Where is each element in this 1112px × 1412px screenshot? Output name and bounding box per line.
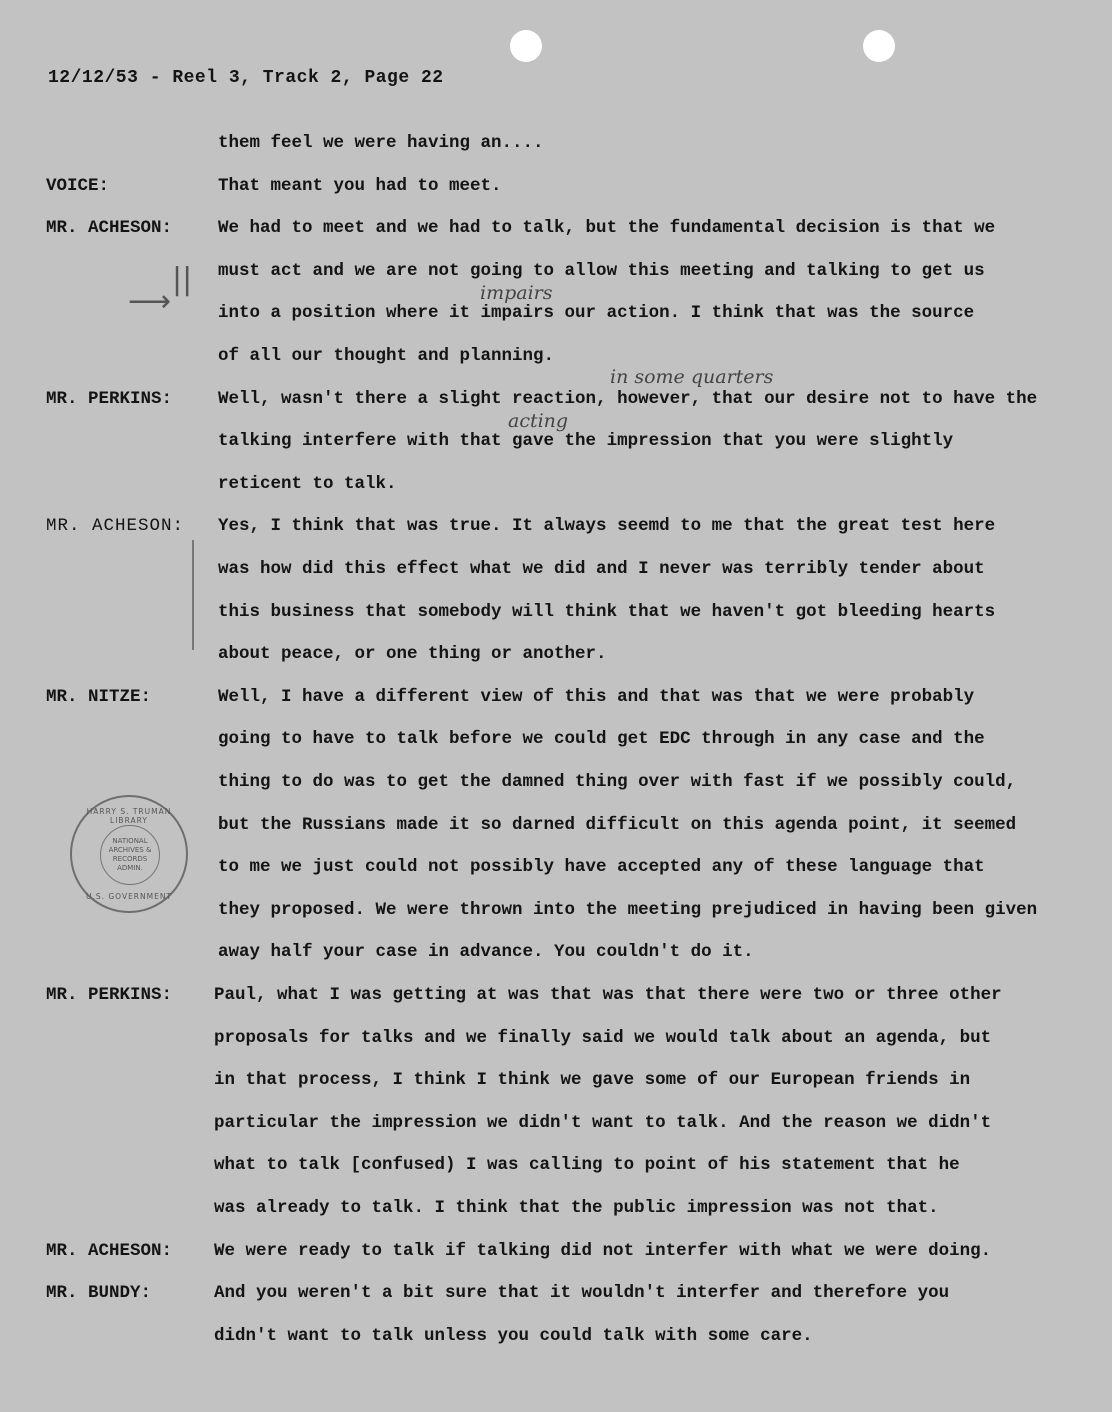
- line-text: And you weren't a bit sure that it wouldn't interfer and therefore you: [214, 1283, 950, 1304]
- line-text: to me we just could not possibly have accepted any of these language that: [218, 857, 985, 878]
- line-text: thing to do was to get the damned thing over with fast if we possibly could,: [218, 772, 1017, 792]
- speaker-label: VOICE:: [46, 175, 110, 196]
- line-text: about peace, or one thing or another.: [218, 644, 607, 665]
- transcript-line: [0, 687, 1112, 729]
- line-text: Paul, what I was getting at was that was that there were two or three other: [214, 985, 1002, 1005]
- handwritten-correction-impairs: impairs: [480, 282, 553, 304]
- transcript-line: [0, 559, 1112, 601]
- stamp-text: RECORDS: [112, 855, 148, 863]
- truman-library-stamp: [70, 795, 188, 913]
- punch-hole: [863, 30, 895, 62]
- transcript-line: [0, 218, 1112, 260]
- stamp-text: ADMIN.: [117, 864, 143, 872]
- line-text: what to talk [confused) I was calling to point of his statement that he: [214, 1155, 960, 1176]
- line-text: reticent to talk.: [218, 473, 397, 494]
- line-text: talking interfere with that gave the impression that you were slightly: [218, 431, 954, 452]
- transcript-line: [0, 1028, 1112, 1070]
- transcript-line: [0, 1070, 1112, 1112]
- transcript-line: [0, 602, 1112, 644]
- line-text: Well, I have a different view of this and that was that we were probably: [218, 686, 975, 707]
- line-text: didn't want to talk unless you could talk with some care.: [214, 1325, 813, 1346]
- line-text: was how did this effect what we did and I never was terribly tender about: [218, 559, 985, 579]
- transcript-line: [0, 985, 1112, 1027]
- speaker-label: MR. PERKINS:: [46, 388, 173, 409]
- speaker-label: MR. BUNDY:: [46, 1283, 152, 1304]
- line-text: particular the impression we didn't want to talk. And the reason we didn't: [214, 1112, 992, 1133]
- line-text: Well, wasn't there a slight reaction, however, that our desire not to have the: [218, 388, 1038, 409]
- line-text: We had to meet and we had to talk, but the fundamental decision is that we: [218, 218, 996, 239]
- speaker-label: MR. NITZE:: [46, 686, 152, 707]
- line-text: them feel we were having an....: [218, 133, 544, 153]
- line-text: was already to talk. I think that the public impression was not that.: [214, 1198, 939, 1218]
- transcript-line: [0, 346, 1112, 388]
- transcript-line: [0, 729, 1112, 771]
- transcript-line: [0, 1113, 1112, 1155]
- transcript-line: [0, 942, 1112, 984]
- stamp-text: NATIONAL: [112, 837, 148, 845]
- line-text: in that process, I think I think we gave some of our European friends in: [214, 1070, 971, 1091]
- speaker-label: MR. PERKINS:: [46, 985, 173, 1005]
- margin-arrow-icon: ⟶: [128, 284, 172, 319]
- transcript-line: [0, 644, 1112, 686]
- line-text: proposals for talks and we finally said we would talk about an agenda, but: [214, 1027, 992, 1048]
- line-text: We were ready to talk if talking did not interfer with what we were doing.: [214, 1240, 992, 1261]
- transcript-line: [0, 431, 1112, 473]
- margin-bracket-line: [192, 540, 194, 650]
- speaker-label: MR. ACHESON:: [46, 516, 185, 537]
- transcript-line: [0, 516, 1112, 558]
- transcript-line: [0, 1283, 1112, 1325]
- stamp-text: ARCHIVES &: [108, 846, 152, 854]
- margin-mark-double-bar-icon: ||: [172, 262, 193, 297]
- line-text: That meant you had to meet.: [218, 175, 502, 196]
- speaker-label: MR. ACHESON:: [46, 1240, 173, 1261]
- transcript-line: [0, 1326, 1112, 1368]
- transcript-line: [0, 133, 1112, 175]
- line-text: must act and we are not going to allow this meeting and talking to get us: [218, 260, 985, 281]
- transcript-line: [0, 176, 1112, 218]
- transcript-line: [0, 1241, 1112, 1283]
- transcript-line: [0, 1155, 1112, 1197]
- line-text: going to have to talk before we could get EDC through in any case and the: [218, 729, 985, 750]
- transcript-line: [0, 1198, 1112, 1240]
- line-text: away half your case in advance. You couldn't do it.: [218, 942, 754, 963]
- line-text: they proposed. We were thrown into the meeting prejudiced in having been given: [218, 899, 1038, 920]
- line-text: but the Russians made it so darned difficult on this agenda point, it seemed: [218, 814, 1017, 835]
- transcript-line: [0, 474, 1112, 516]
- punch-hole: [510, 30, 542, 62]
- speaker-label: MR. ACHESON:: [46, 218, 173, 239]
- handwritten-insert-in-some-quarters: in some quarters: [610, 366, 774, 388]
- stamp-center: [100, 825, 160, 885]
- line-text: this business that somebody will think that we haven't got bleeding hearts: [218, 601, 996, 622]
- line-text: into a position where it impairs our action. I think that was the source: [218, 303, 975, 324]
- handwritten-insert-acting: acting: [508, 410, 569, 432]
- line-text: of all our thought and planning.: [218, 346, 555, 366]
- line-text: Yes, I think that was true. It always seemd to me that the great test here: [218, 516, 996, 537]
- stamp-ring-top: HARRY S. TRUMAN LIBRARY: [86, 807, 172, 825]
- transcript-line: [0, 900, 1112, 942]
- page-header: 12/12/53 - Reel 3, Track 2, Page 22: [48, 68, 444, 88]
- stamp-ring-bottom: U.S. GOVERNMENT: [85, 892, 173, 901]
